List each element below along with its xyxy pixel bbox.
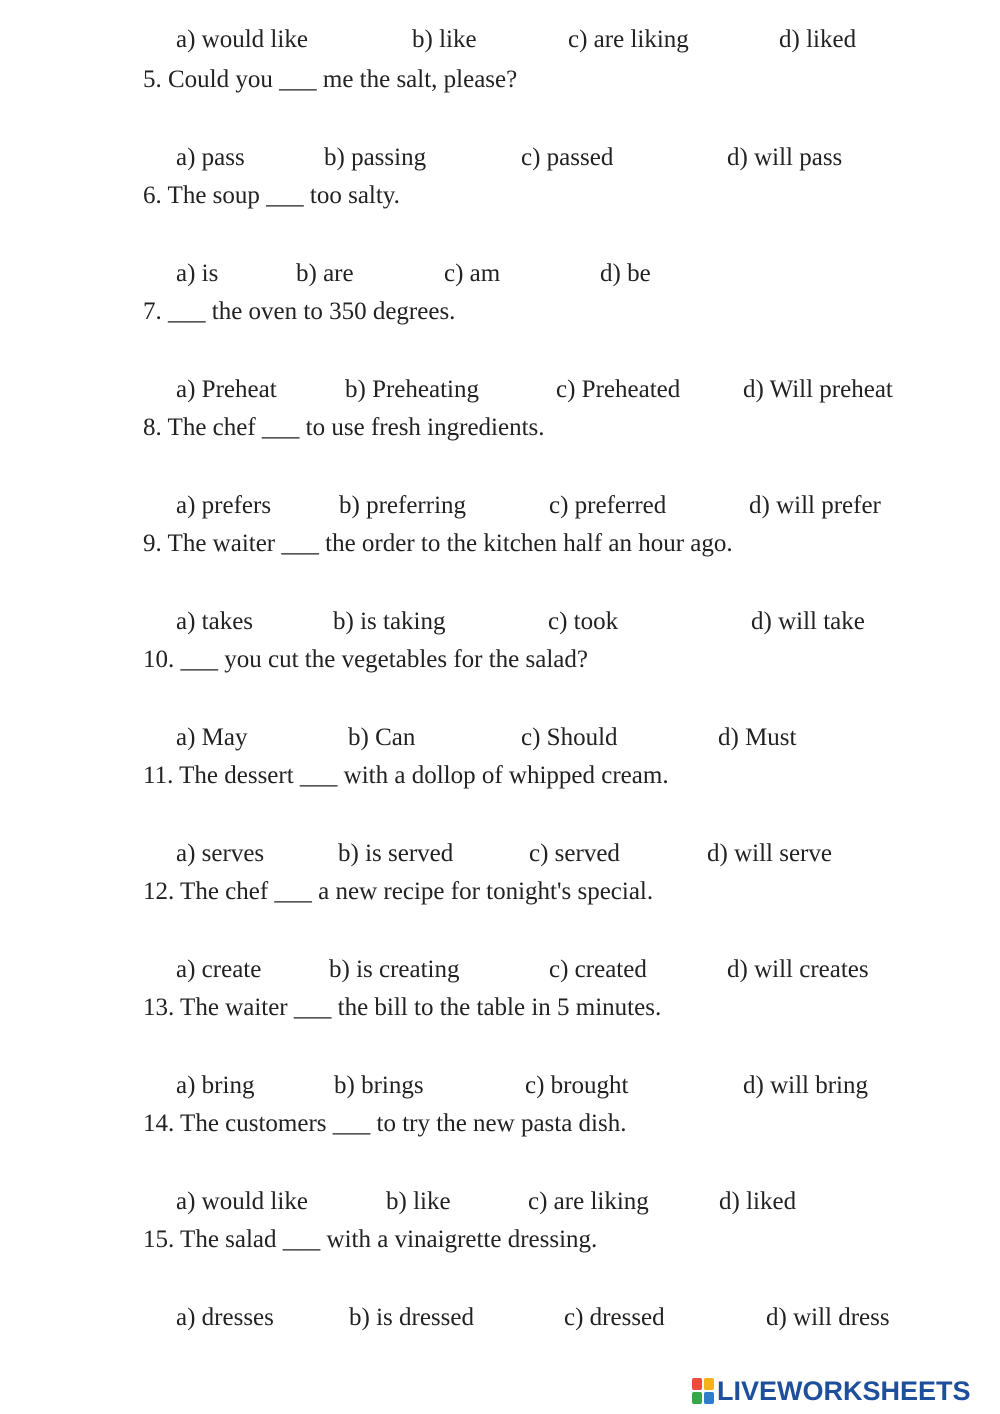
answer-option[interactable]: a) pass [176,144,245,171]
answer-option[interactable]: d) will pass [727,144,843,171]
answer-options [0,370,1000,410]
answer-option[interactable]: c) took [548,608,619,635]
question-stem [0,1104,1000,1144]
answer-option[interactable]: c) Preheated [556,376,681,403]
answer-option[interactable]: a) is [176,260,219,287]
answer-option[interactable]: c) brought [525,1072,629,1099]
question-stem [0,524,1000,564]
logo-mark-icon [692,1378,714,1404]
answer-option[interactable]: a) takes [176,608,254,635]
answer-option[interactable]: c) passed [521,144,614,171]
answer-option[interactable]: b) is creating [329,956,460,983]
question-text: 10. ___ you cut the vegetables for the salad? [143,646,588,673]
question-text: 7. ___ the oven to 350 degrees. [143,298,456,325]
question-text: 14. The customers ___ to try the new pasta dish. [143,1110,627,1137]
answer-option[interactable]: b) passing [324,144,427,171]
answer-option[interactable]: c) are liking [528,1188,649,1215]
answer-option[interactable]: b) brings [334,1072,424,1099]
question-stem [0,1220,1000,1260]
question-text: 5. Could you ___ me the salt, please? [143,66,518,93]
answer-option[interactable]: b) is served [338,840,454,867]
liveworksheets-logo [692,1376,971,1406]
answer-option[interactable]: d) Must [718,724,797,751]
answer-option[interactable]: a) dresses [176,1304,274,1331]
question-stem [0,176,1000,216]
answer-option[interactable]: c) dressed [564,1304,665,1331]
answer-option[interactable]: c) served [529,840,620,867]
answer-options [0,718,1000,758]
question-stem [0,408,1000,448]
answer-option[interactable]: b) like [412,26,477,53]
question-stem [0,872,1000,912]
answer-option[interactable]: b) preferring [339,492,467,519]
answer-option[interactable]: c) preferred [549,492,667,519]
answer-option[interactable]: b) is dressed [349,1304,474,1331]
answer-option[interactable]: d) will serve [707,840,832,867]
answer-option[interactable]: b) like [386,1188,451,1215]
answer-options [0,834,1000,874]
question-text: 12. The chef ___ a new recipe for tonight's special. [143,878,654,905]
answer-options [0,20,1000,60]
answer-options [0,602,1000,642]
answer-option[interactable]: c) Should [521,724,618,751]
question-stem [0,60,1000,100]
answer-option[interactable]: c) are liking [568,26,689,53]
answer-options [0,486,1000,526]
answer-options [0,1298,1000,1338]
question-text: 6. The soup ___ too salty. [143,182,400,209]
question-text: 15. The salad ___ with a vinaigrette dressing. [143,1226,598,1253]
logo-text: LIVEWORKSHEETS [717,1375,971,1406]
answer-option[interactable]: c) am [444,260,501,287]
answer-option[interactable]: b) is taking [333,608,446,635]
answer-option[interactable]: d) liked [719,1188,797,1215]
answer-option[interactable]: d) will take [751,608,865,635]
question-stem [0,640,1000,680]
answer-option[interactable]: a) May [176,724,248,751]
answer-option[interactable]: d) Will preheat [743,376,893,403]
question-stem [0,756,1000,796]
answer-option[interactable]: a) Preheat [176,376,277,403]
answer-option[interactable]: d) will creates [727,956,869,983]
question-text: 11. The dessert ___ with a dollop of whipped cream. [143,762,669,789]
answer-option[interactable]: c) created [549,956,647,983]
question-text: 13. The waiter ___ the bill to the table in 5 minutes. [143,994,662,1021]
answer-option[interactable]: a) prefers [176,492,272,519]
answer-options [0,1182,1000,1222]
answer-option[interactable]: d) will prefer [749,492,881,519]
answer-option[interactable]: b) Can [348,724,416,751]
answer-option[interactable]: a) bring [176,1072,255,1099]
question-text: 8. The chef ___ to use fresh ingredients. [143,414,545,441]
question-text: 9. The waiter ___ the order to the kitchen half an hour ago. [143,530,733,557]
answer-option[interactable]: d) liked [779,26,857,53]
answer-option[interactable]: d) be [600,260,651,287]
answer-option[interactable]: a) would like [176,26,308,53]
question-stem [0,292,1000,332]
answer-options [0,1066,1000,1106]
answer-option[interactable]: a) would like [176,1188,308,1215]
answer-option[interactable]: b) Preheating [345,376,479,403]
answer-options [0,254,1000,294]
answer-option[interactable]: a) serves [176,840,265,867]
answer-options [0,138,1000,178]
answer-option[interactable]: d) will bring [743,1072,868,1099]
answer-options [0,950,1000,990]
answer-option[interactable]: a) create [176,956,262,983]
question-stem [0,988,1000,1028]
answer-option[interactable]: b) are [296,260,354,287]
answer-option[interactable]: d) will dress [766,1304,890,1331]
